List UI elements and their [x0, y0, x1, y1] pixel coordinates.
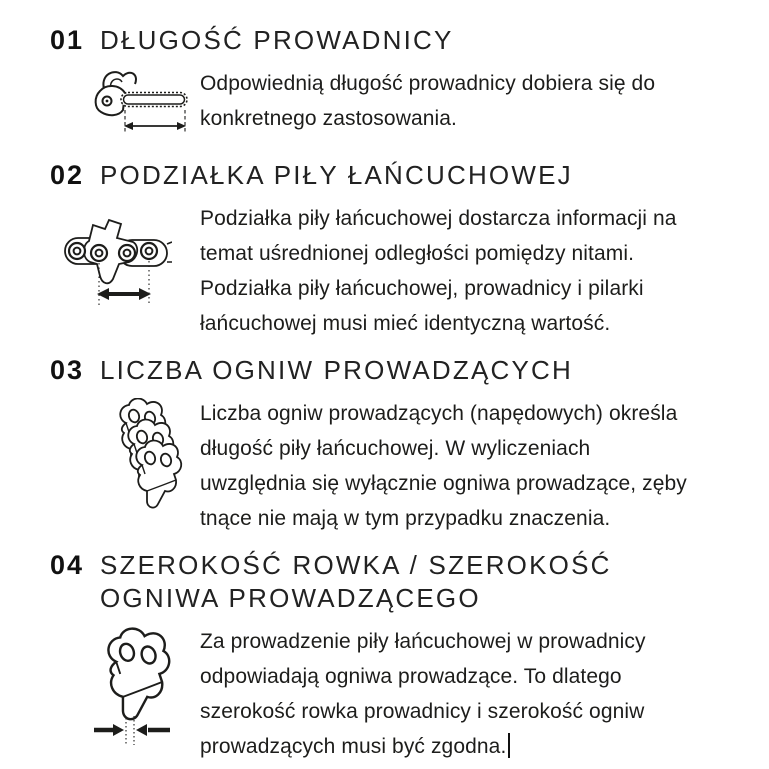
body-line: szerokość rowka prowadnicy i szerokość ogniw [200, 700, 645, 723]
body-line: Odpowiednią długość prowadnicy dobiera się do [200, 72, 656, 95]
body-line: tnące nie mają w tym przypadku znaczenia. [200, 507, 611, 530]
body-line [200, 729, 646, 764]
body-line: łańcuchowej musi mieć identyczną wartość. [200, 312, 611, 335]
section-01 [50, 24, 739, 146]
section-02-header [50, 159, 739, 192]
body-line: temat uśrednionej odległości pomiędzy nitami. [200, 242, 635, 265]
section-number: 02 [50, 160, 85, 190]
section-body [200, 624, 646, 764]
body-line: konkretnego zastosowania. [200, 107, 457, 130]
section-title: DŁUGOŚĆ PROWADNICY [100, 25, 454, 55]
body-line: Liczba ogniw prowadzących (napędowych) określa [200, 402, 678, 425]
section-03-header [50, 354, 739, 387]
section-03 [50, 354, 739, 536]
body-line: uwzględnia się wyłącznie ogniwa prowadzące, zęby [200, 472, 687, 495]
body-line: Za prowadzenie piły łańcuchowej w prowadnicy [200, 630, 646, 653]
drive-links-stack-icon [110, 398, 188, 512]
chain-pitch-icon [60, 215, 172, 311]
section-body [200, 396, 687, 536]
section-01-header [50, 24, 739, 57]
section-body [200, 66, 655, 146]
text-cursor [508, 733, 510, 758]
section-title: PODZIAŁKA PIŁY ŁAŃCUCHOWEJ [100, 160, 573, 190]
section-title: LICZBA OGNIW PROWADZĄCYCH [100, 355, 573, 385]
section-number: 03 [50, 355, 85, 385]
body-line: Podziałka piły łańcuchowej, prowadnicy i pilarki [200, 277, 644, 300]
chainsaw-bar-length-icon [92, 66, 196, 146]
section-body [200, 201, 677, 341]
body-line: długość piły łańcuchowej. W wyliczeniach [200, 437, 591, 460]
section-04 [50, 549, 739, 764]
section-title: SZEROKOŚĆ ROWKA / SZEROKOŚĆ OGNIWA PROWADZĄCEGO [100, 550, 612, 613]
body-line-text: prowadzących musi być zgodna. [200, 735, 507, 758]
section-04-header [50, 549, 739, 615]
body-line: Podziałka piły łańcuchowej dostarcza informacji na [200, 207, 677, 230]
drive-link-width-icon [86, 626, 178, 750]
section-number: 04 [50, 550, 85, 580]
body-line: odpowiadają ogniwa prowadzące. To dlatego [200, 665, 622, 688]
section-number: 01 [50, 25, 85, 55]
section-02 [50, 159, 739, 341]
